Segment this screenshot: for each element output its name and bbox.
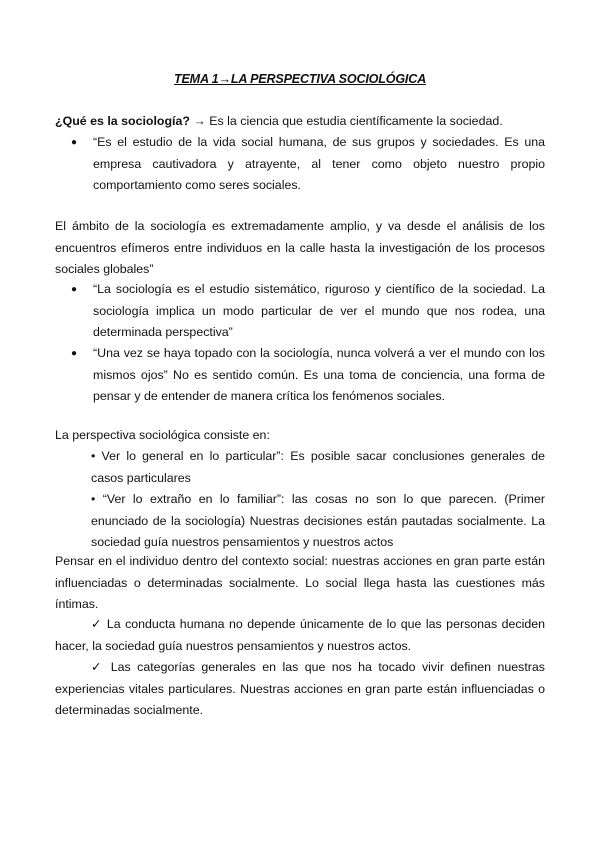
list-item-text: “Es el estudio de la vida social humana, de sus grupos y sociedades. Es una empresa cautivadora y atrayente, al tener como objeto nuestro propio comportamiento como seres sociales.	[93, 135, 545, 193]
bullet-dot: ●	[71, 137, 78, 148]
list-item	[55, 343, 545, 408]
list-item-text: “La sociología es el estudio sistemático, riguroso y científico de la sociedad. La sociología implica un modo particular de ver el mundo que nos rodea, una determinada perspectiva”	[93, 282, 545, 340]
arrow-symbol: →	[193, 114, 206, 128]
bullet-dot: ●	[71, 284, 78, 295]
paragraph-individual: Pensar en el individuo dentro del contexto social: nuestras acciones en gran parte están influenciadas o determinadas socialmente. Lo social llega hasta las cuestiones más íntimas.	[55, 554, 545, 612]
list-item-text: “Una vez se haya topado con la sociología, nunca volverá a ver el mundo con los mismos ojos” No es sentido común. Es una toma de conciencia, una forma de pensar y de entender de manera crítica los fenómenos sociales.	[93, 346, 545, 404]
bullet-list-2	[55, 279, 545, 344]
document-title: TEMA 1→LA PERSPECTIVA SOCIOLÓGICA	[173, 72, 427, 86]
sub-item-general: • Ver lo general en lo particular”: Es posible sacar conclusiones generales de casos particulares	[91, 449, 545, 485]
bullet-dot: ●	[71, 348, 78, 359]
paragraph-scope: El ámbito de la sociología es extremadamente amplio, y va desde el análisis de los encuentros efímeros entre individuos en la calle hasta la investigación de los procesos sociales globales”	[55, 219, 545, 277]
check-item-categories: ✓ Las categorías generales en las que nos ha tocado vivir definen nuestras experiencias vitales particulares. Nuestras acciones en gran parte están influenciadas o determinadas socialmente.	[55, 660, 545, 718]
bullet-list-1	[55, 132, 545, 197]
question-label: ¿Qué es la sociología?	[55, 114, 190, 128]
sub-item-strange: • “Ver lo extraño en lo familiar”: las cosas no son lo que parecen. (Primer enunciado de la sociología) Nuestras decisiones están pautadas socialmente. La sociedad guía nuestros pensamientos y nuestros actos	[91, 492, 545, 550]
list-item	[55, 279, 545, 344]
check-item-conduct: ✓ La conducta humana no depende únicamente de lo que las personas deciden hacer, la sociedad guía nuestros pensamientos y nuestros actos.	[55, 617, 545, 653]
list-item	[55, 132, 545, 197]
bullet-list-3	[55, 343, 545, 408]
paragraph-perspective-intro: La perspectiva sociológica consiste en:	[55, 428, 270, 442]
question-answer: Es la ciencia que estudia científicamente la sociedad.	[209, 114, 503, 128]
question-line	[55, 111, 545, 133]
